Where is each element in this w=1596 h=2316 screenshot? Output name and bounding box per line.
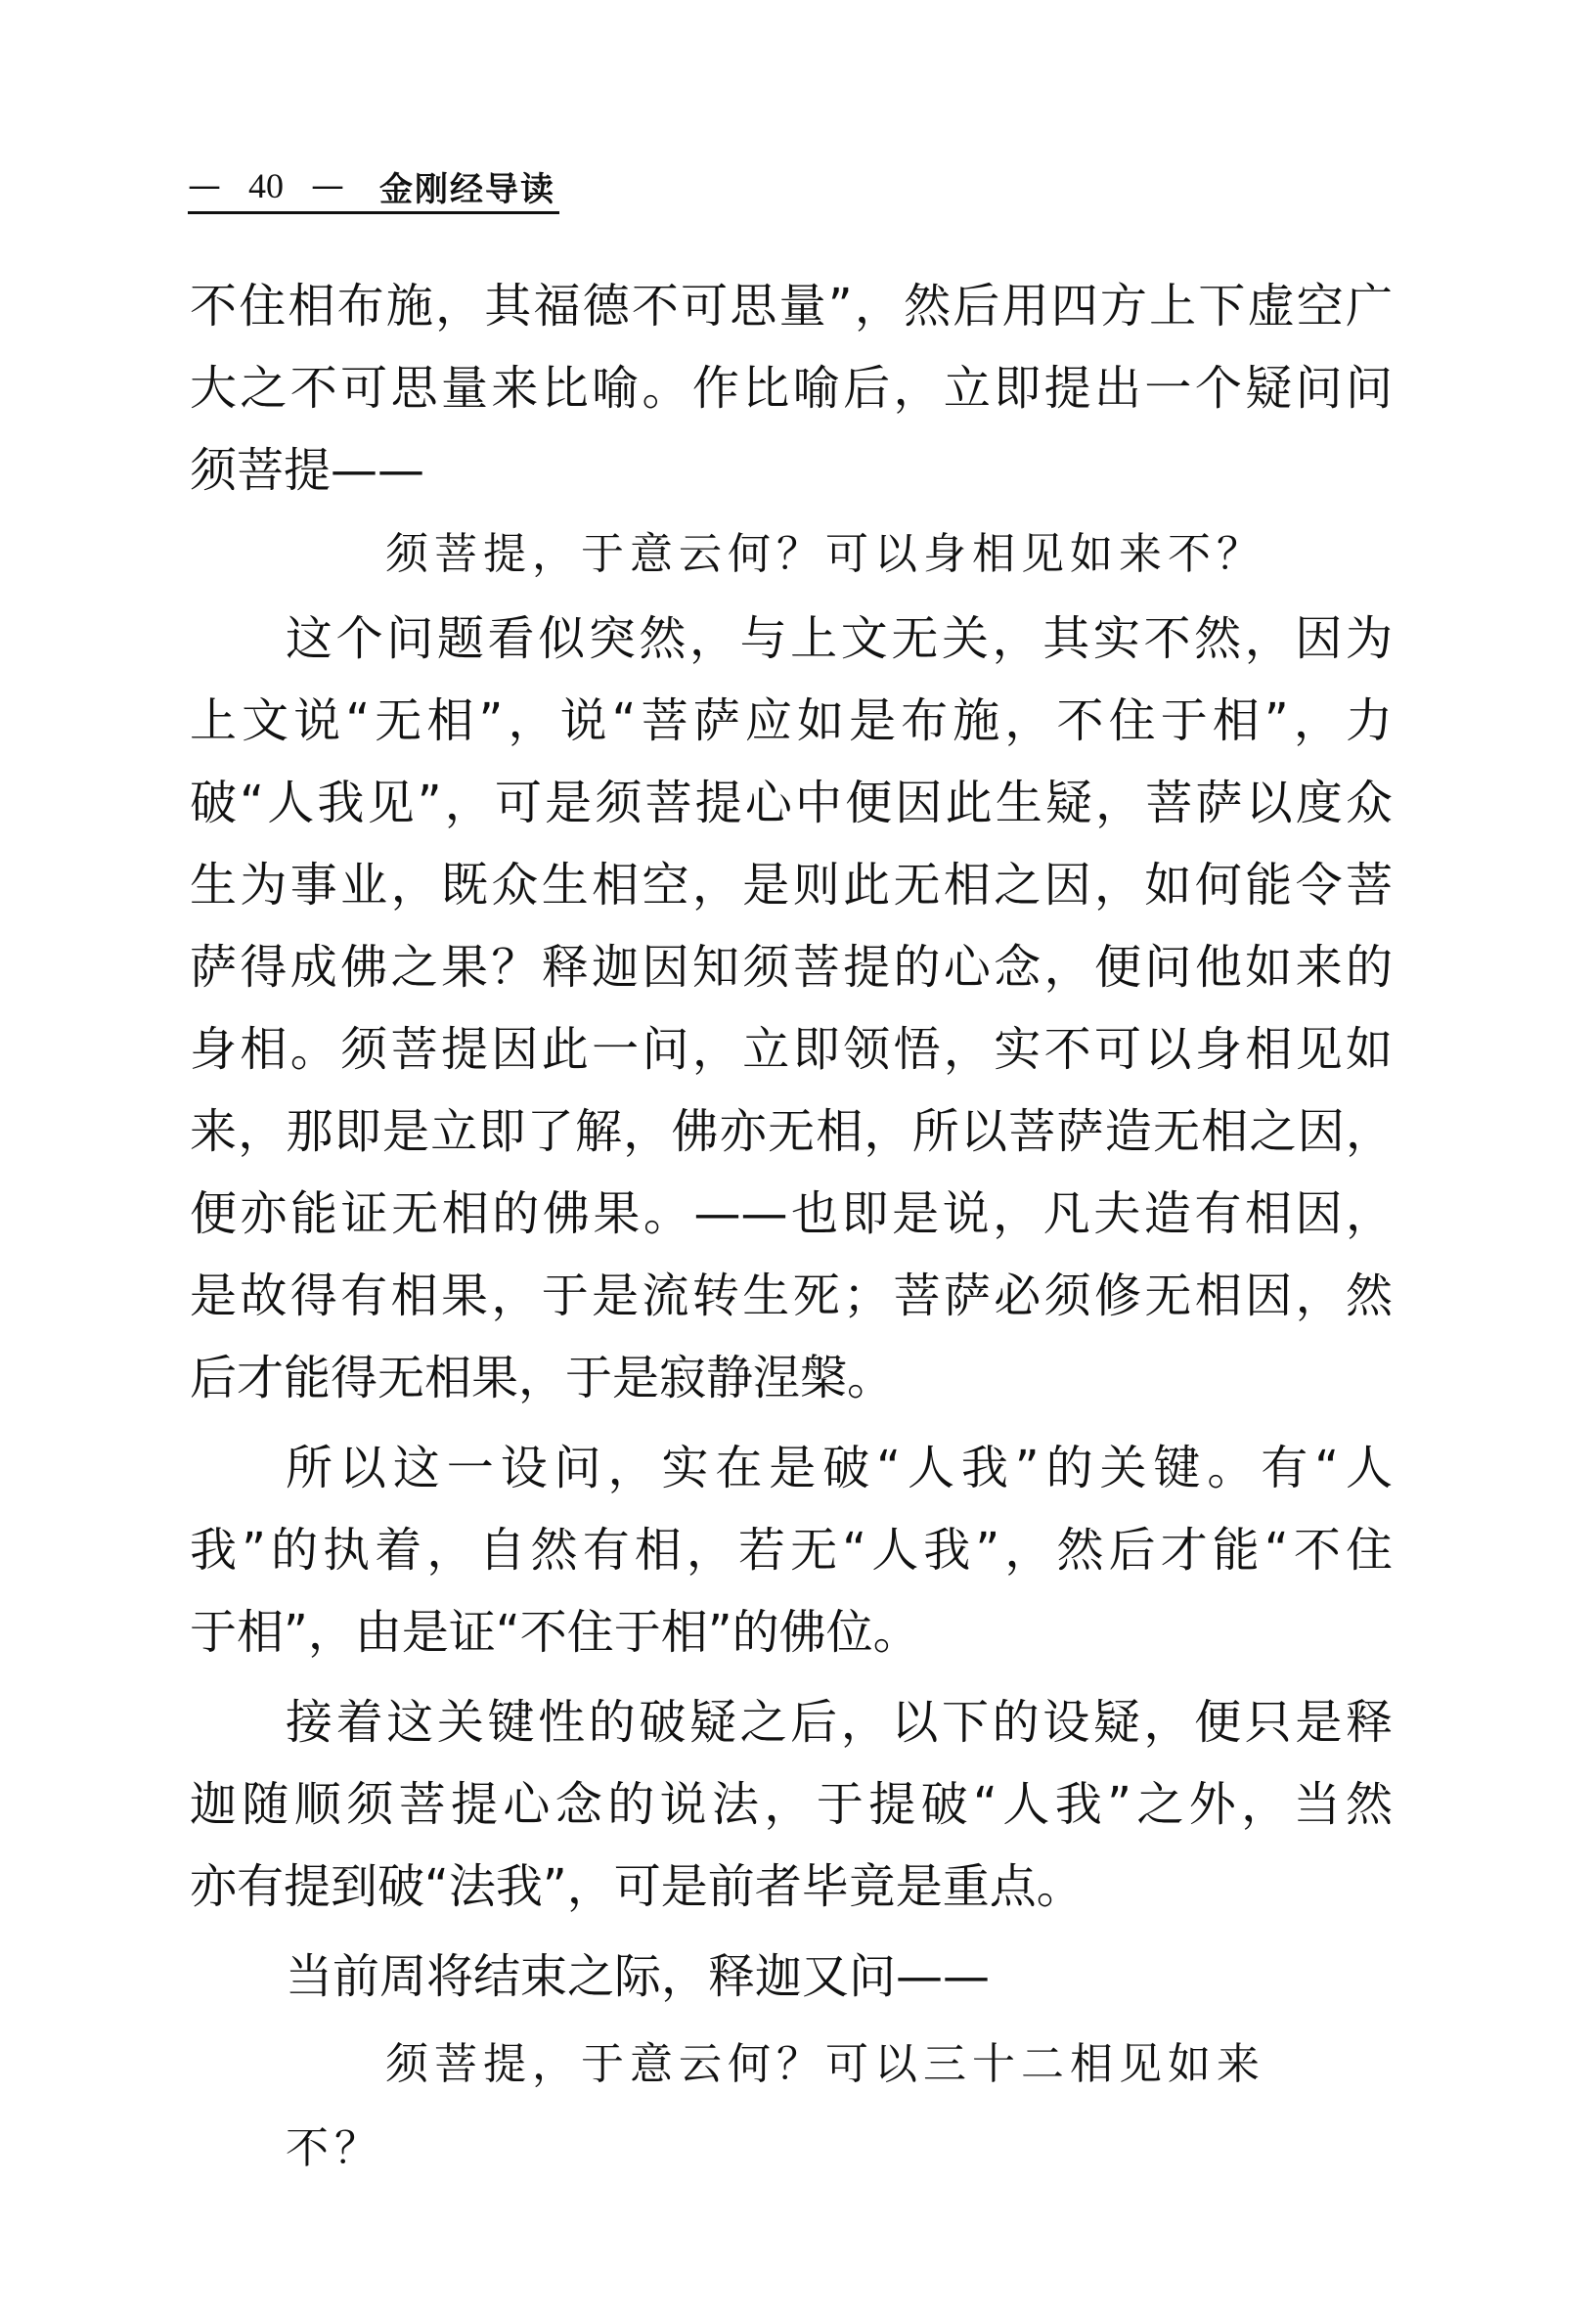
text-line: 是故得有相果，于是流转生死；菩萨必须修无相因，然 [190, 1269, 1393, 1323]
text-line: 便亦能证无相的佛果。——也即是说，凡夫造有相因， [190, 1186, 1393, 1241]
text-line: 来，那即是立即了解，佛亦无相，所以菩萨造无相之因， [190, 1104, 1393, 1159]
header-dash-left: — [188, 166, 221, 205]
text-line: 大之不可思量来比喻。作比喻后，立即提出一个疑问问 [190, 361, 1393, 416]
text-line: 身相。须菩提因此一问，立即领悟，实不可以身相见如 [190, 1022, 1393, 1077]
text-line: 当前周将结束之际，释迦又问—— [286, 1949, 991, 2004]
book-title: 金刚经导读 [379, 169, 555, 209]
text-line: 须菩提—— [190, 443, 425, 498]
text-line: 破“人我见”，可是须菩提心中便因此生疑，菩萨以度众 [190, 776, 1393, 830]
text-line: 迦随顺须菩提心念的说法，于提破“人我”之外，当然 [190, 1777, 1393, 1832]
text-line: 后才能得无相果，于是寂静涅槃。 [190, 1351, 895, 1405]
text-line: 所以这一设问，实在是破“人我”的关键。有“人 [286, 1441, 1393, 1495]
text-line: 萨得成佛之果？释迦因知须菩提的心念，便问他如来的 [190, 940, 1393, 995]
page-number: 40 [248, 166, 284, 205]
sutra-quote-end: 不？ [286, 2123, 383, 2173]
text-line: 不住相布施，其福德不可思量”，然后用四方上下虚空广 [190, 279, 1393, 334]
header-dash-right: — [311, 166, 344, 205]
text-line: 亦有提到破“法我”，可是前者毕竟是重点。 [190, 1859, 1084, 1914]
text-line: 生为事业，既众生相空，是则此无相之因，如何能令菩 [190, 858, 1393, 913]
sutra-quote: 须菩提，于意云何？可以身相见如来不？ [385, 529, 1265, 579]
text-line: 接着这关键性的破疑之后，以下的设疑，便只是释 [286, 1695, 1393, 1750]
running-header [188, 160, 559, 214]
text-line: 上文说“无相”，说“菩萨应如是布施，不住于相”，力 [190, 693, 1393, 748]
sutra-quote: 须菩提，于意云何？可以三十二相见如来 [385, 2039, 1265, 2089]
text-line: 于相”，由是证“不住于相”的佛位。 [190, 1605, 920, 1660]
text-line: 这个问题看似突然，与上文无关，其实不然，因为 [286, 611, 1393, 666]
text-line: 我”的执着，自然有相，若无“人我”，然后才能“不住 [190, 1523, 1393, 1578]
